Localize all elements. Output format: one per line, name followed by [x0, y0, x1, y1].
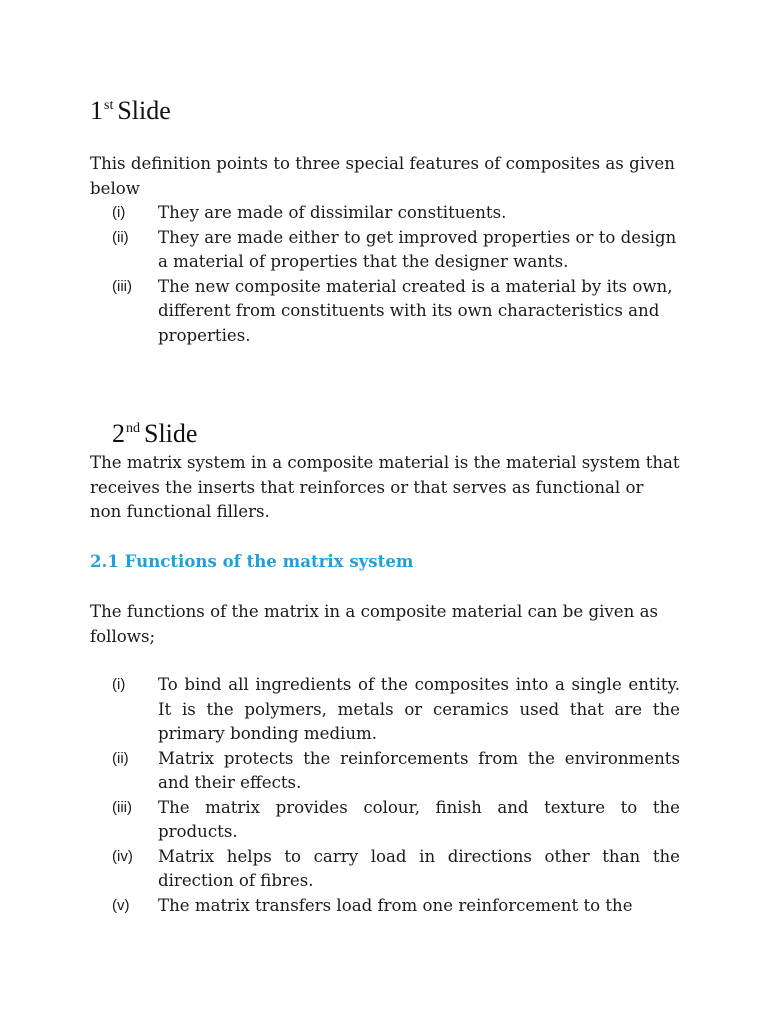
list-marker: (i) [112, 204, 126, 221]
list-text: They are made of dissimilar constituents. [158, 203, 507, 222]
list-text: Matrix protects the reinforcements from the environments and their effects. [158, 748, 680, 792]
list-item [112, 226, 680, 275]
section-heading: 2.1 Functions of the matrix system [90, 551, 414, 571]
slide-2-intro: The matrix system in a composite material is the material system that receives the inserts that reinforces or that serves as functional or non functional fillers. [90, 453, 680, 521]
slide-1-intro: This definition points to three special features of composites as given below [90, 154, 675, 198]
slide-2-title-word: Slide [144, 419, 198, 448]
list-item [112, 796, 680, 845]
list-marker: (iii) [112, 798, 132, 816]
list-text: Matrix helps to carry load in directions other than the direction of fibres. [158, 846, 680, 890]
list-text: The matrix provides colour, finish and texture to the products. [158, 797, 680, 841]
list-item [112, 845, 680, 894]
list-item [112, 673, 680, 747]
list-marker: (iii) [112, 277, 132, 295]
slide-1-title-ordinal: st [104, 98, 114, 113]
functions-intro: The functions of the matrix in a composite material can be given as follows; [90, 602, 658, 646]
list-text: The new composite material created is a material by its own, different from constituents with its own characteristics and properties. [158, 276, 673, 345]
slide-1-feature-list [112, 201, 680, 348]
slide-2-title-ordinal: nd [126, 421, 140, 436]
list-item [112, 747, 680, 796]
slide-1-title [90, 96, 171, 131]
list-item [112, 275, 680, 349]
slide-2-title [112, 419, 197, 454]
list-marker: (ii) [112, 228, 129, 246]
list-text: The matrix transfers load from one reinforcement to the [158, 895, 633, 915]
list-item [112, 894, 680, 919]
list-marker: (ii) [112, 749, 129, 767]
slide-1-title-word: Slide [117, 96, 171, 125]
list-marker: (iv) [112, 847, 133, 865]
list-text: They are made either to get improved properties or to design a material of properties that the designer wants. [158, 227, 677, 271]
matrix-functions-list [112, 673, 680, 918]
list-marker: (i) [112, 676, 126, 693]
list-item [112, 201, 680, 226]
list-marker: (v) [112, 896, 130, 914]
slide-2-title-number: 2 [112, 419, 125, 448]
list-text: To bind all ingredients of the composites into a single entity. It is the polymers, metals or ceramics used that are the primary bonding medium. [158, 675, 680, 743]
slide-1-title-number: 1 [90, 96, 103, 125]
